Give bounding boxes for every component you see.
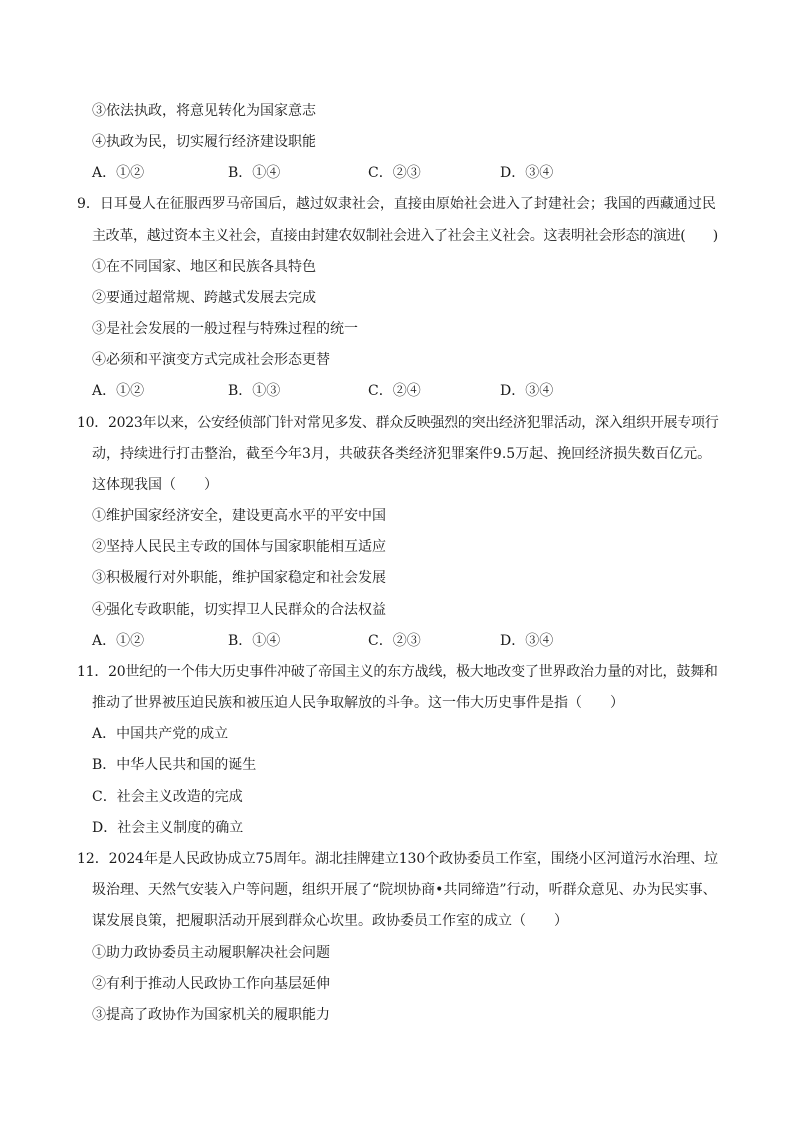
q8-statement-3: ③依法执政，将意见转化为国家意志 (92, 103, 316, 119)
q8-option-b: B．①④ (228, 165, 281, 181)
q12-statement-1: ①助力政协委员主动履职解决社会问题 (92, 945, 330, 961)
q10-stem-line-3: 这体现我国（ ） (92, 477, 218, 493)
q9-option-d: D．③④ (500, 383, 554, 399)
q12-statement-3: ③提高了政协作为国家机关的履职能力 (92, 1007, 330, 1023)
q12-stem-line-1: 12．2024年是人民政协成立75周年。湖北挂牌建立130个政协委员工作室，围绕小区河道污水治理、垃 (77, 851, 718, 867)
q11-option-c: C．社会主义改造的完成 (92, 789, 243, 805)
q8-option-a: A．①② (92, 165, 145, 181)
q8-statement-4: ④执政为民，切实履行经济建设职能 (92, 134, 316, 150)
q11-option-a: A．中国共产党的成立 (92, 726, 229, 742)
q12-stem-line-3: 谋发展良策，把履职活动开展到群众心坎里。政协委员工作室的成立（ ） (92, 913, 568, 929)
q10-stem-line-2: 动，持续进行打击整治，截至今年3月，共破获各类经济犯罪案件9.5万起、挽回经济损失数百亿元。 (92, 446, 712, 462)
q9-statement-4: ④必须和平演变方式完成社会形态更替 (92, 352, 330, 368)
q9-option-c: C．②④ (368, 383, 421, 399)
q12-statement-2: ②有利于推动人民政协工作向基层延伸 (92, 976, 330, 992)
q8-option-d: D．③④ (500, 165, 554, 181)
q9-statement-1: ①在不同国家、地区和民族各具特色 (92, 259, 316, 275)
q10-statement-3: ③积极履行对外职能，维护国家稳定和社会发展 (92, 570, 386, 586)
q9-statement-3: ③是社会发展的一般过程与特殊过程的统一 (92, 321, 358, 337)
q8-option-c: C．②③ (368, 165, 421, 181)
q10-option-a: A．①② (92, 633, 145, 649)
q10-stem-line-1: 10．2023年以来，公安经侦部门针对常见多发、群众反映强烈的突出经济犯罪活动，深入组织开展专项行 (77, 415, 719, 431)
q12-stem-line-2: 圾治理、天然气安装入户等问题，组织开展了“院坝协商•共同缔造”行动，听群众意见、办为民实事、 (92, 882, 717, 898)
q10-option-b: B．①④ (228, 633, 281, 649)
q11-stem-line-2: 推动了世界被压迫民族和被压迫人民争取解放的斗争。这一伟大历史事件是指（ ） (92, 695, 624, 711)
q9-stem-line-2: 主改革，越过资本主义社会，直接由封建农奴制社会进入了社会主义社会。这表明社会形态的演进( ) (92, 228, 718, 244)
q9-stem-line-1: 9．日耳曼人在征服西罗马帝国后，越过奴隶社会，直接由原始社会进入了封建社会；我国的西藏通过民 (77, 196, 716, 212)
q9-option-a: A．①② (92, 383, 145, 399)
q9-statement-2: ②要通过超常规、跨越式发展去完成 (92, 290, 316, 306)
q11-option-b: B．中华人民共和国的诞生 (92, 757, 257, 773)
q11-stem-line-1: 11．20世纪的一个伟大历史事件冲破了帝国主义的东方战线，极大地改变了世界政治力量的对比，鼓舞和 (77, 664, 718, 680)
q10-statement-2: ②坚持人民民主专政的国体与国家职能相互适应 (92, 539, 386, 555)
q10-option-c: C．②③ (368, 633, 421, 649)
q11-option-d: D．社会主义制度的确立 (92, 820, 244, 836)
q9-option-b: B．①③ (228, 383, 281, 399)
q10-option-d: D．③④ (500, 633, 554, 649)
q10-statement-1: ①维护国家经济安全，建设更高水平的平安中国 (92, 508, 386, 524)
q10-statement-4: ④强化专政职能，切实捍卫人民群众的合法权益 (92, 602, 386, 618)
